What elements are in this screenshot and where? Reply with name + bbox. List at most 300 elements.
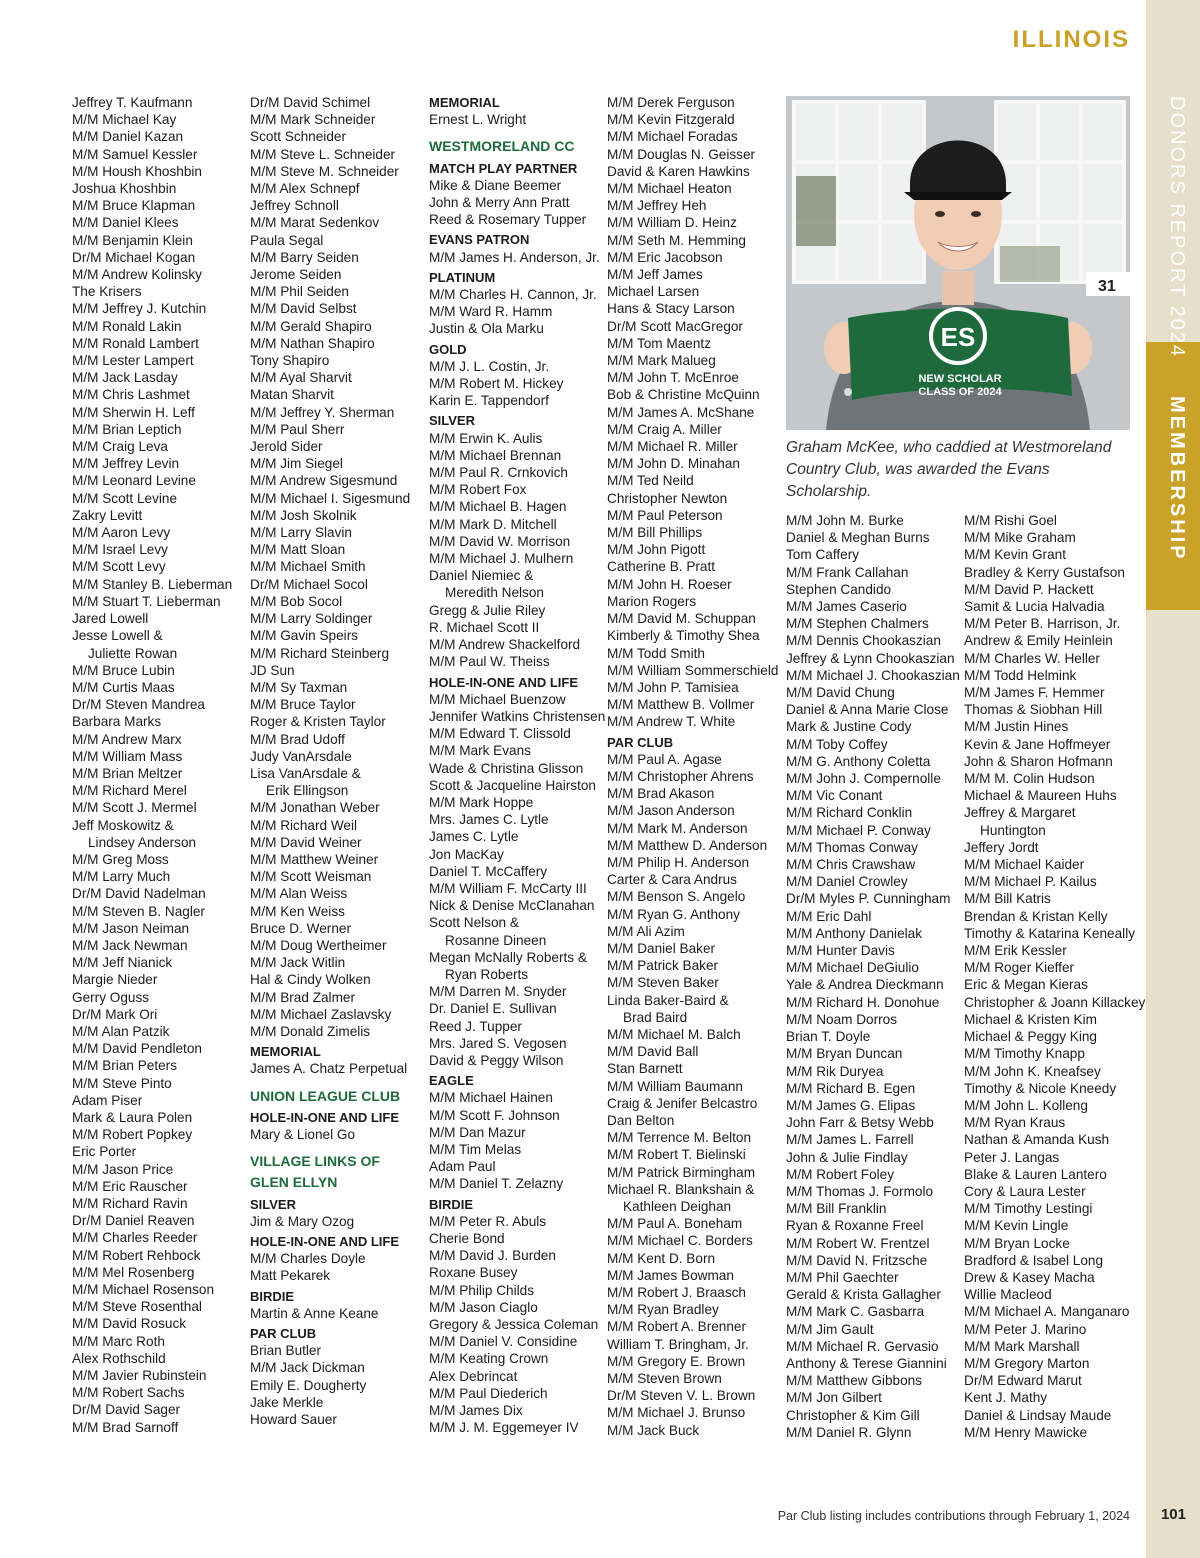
donor-name: Alex Debrincat	[429, 1368, 518, 1384]
flag-logo: ES	[940, 322, 976, 352]
donor-name: M/M Peter B. Harrison, Jr.	[964, 616, 1121, 632]
donor-name: Dr/M Michael Kogan	[72, 249, 196, 265]
donor-name: M/M Javier Rubinstein	[72, 1368, 207, 1384]
donor-name: M/M Mark Hoppe	[429, 794, 534, 810]
donor-name: M/M Bill Phillips	[607, 525, 703, 541]
donor-name: Jerold Sider	[250, 439, 323, 455]
donor-name: Bradley & Kerry Gustafson	[964, 564, 1125, 580]
donor-name: Dr/M David Schimel	[250, 95, 371, 110]
donor-name: Ernest L. Wright	[429, 112, 527, 128]
donor-column-6	[964, 512, 1145, 1441]
donor-name: Tom Caffery	[786, 547, 860, 563]
club-heading: GLEN ELLYN	[250, 1174, 338, 1191]
donor-name: M/M Henry Mawicke	[964, 1424, 1088, 1440]
donor-name: Kevin & Jane Hoffmeyer	[964, 736, 1111, 752]
donor-name: Reed & Rosemary Tupper	[429, 212, 587, 228]
donor-column-5	[786, 512, 960, 1441]
donor-name: M/M John T. McEnroe	[607, 370, 739, 386]
donor-name: Jeffery Jordt	[964, 839, 1039, 855]
donor-name: Martin & Anne Keane	[250, 1305, 379, 1321]
donor-name: Dr/M Edward Marut	[964, 1373, 1082, 1389]
donor-name: M/M Jeff James	[607, 267, 703, 283]
donor-name: M/M Peter J. Marino	[964, 1321, 1087, 1337]
donor-name: Nick & Denise McClanahan	[429, 898, 595, 914]
donor-name: Samit & Lucia Halvadia	[964, 599, 1105, 615]
donor-name: M/M Larry Soldinger	[250, 611, 373, 627]
donor-name: M/M Samuel Kessler	[72, 146, 198, 162]
donor-name: M/M Keating Crown	[429, 1351, 549, 1367]
donor-name: M/M David Weiner	[250, 834, 362, 850]
donor-name: M/M Scott Weisman	[250, 869, 372, 885]
donor-name: M/M Michael P. Kailus	[964, 874, 1097, 890]
donor-name: M/M Michael Hainen	[429, 1090, 553, 1106]
donor-name: M/M Larry Much	[72, 869, 171, 885]
donor-name: Dr/M Myles P. Cunningham	[786, 891, 951, 907]
donor-name: Mark & Justine Cody	[786, 719, 912, 735]
giving-level-heading: MEMORIAL	[429, 95, 500, 110]
donor-name: M/M Steven B. Nagler	[72, 903, 205, 919]
donor-name: M/M James H. Anderson, Jr.	[429, 249, 600, 265]
donor-name: M/M Richard Conklin	[786, 805, 913, 821]
photo-caption: Graham McKee, who caddied at Westmoreland Country Club, was awarded the Evans Scholarship.	[786, 439, 1112, 500]
donor-name: M/M Brad Zalmer	[250, 989, 355, 1005]
donor-name: M/M John M. Burke	[786, 513, 904, 528]
donor-name: M/M Ryan Kraus	[964, 1115, 1066, 1131]
donor-name: Yale & Andrea Dieckmann	[786, 977, 944, 993]
donor-name: M/M Bill Katris	[964, 891, 1051, 907]
club-heading: WESTMORELAND CC	[429, 138, 575, 155]
donor-name: M/M Michael A. Manganaro	[964, 1304, 1130, 1320]
donor-name: M/M David Selbst	[250, 301, 357, 317]
donor-name: M/M Michael Zaslavsky	[250, 1006, 392, 1022]
donor-name: M/M Paul W. Theiss	[429, 654, 550, 670]
donor-name: M/M Josh Skolnik	[250, 507, 357, 523]
donor-name: M/M Matthew D. Anderson	[607, 837, 768, 853]
donor-name: M/M Bruce Lubin	[72, 662, 175, 678]
donor-name: M/M M. Colin Hudson	[964, 771, 1095, 787]
donor-name: M/M John P. Tamisiea	[607, 679, 739, 695]
donor-name: M/M Scott F. Johnson	[429, 1107, 560, 1123]
donor-name: M/M Patrick Baker	[607, 958, 719, 974]
donor-name: M/M Charles Reeder	[72, 1230, 198, 1246]
donor-name: M/M Darren M. Snyder	[429, 984, 567, 1000]
donor-name: M/M Michael M. Balch	[607, 1026, 741, 1042]
donor-name: Roxane Busey	[429, 1265, 518, 1281]
donor-name: M/M Steven Baker	[607, 975, 719, 991]
giving-level-heading: SILVER	[250, 1196, 296, 1212]
donor-name: M/M Dennis Chookaszian	[786, 633, 941, 649]
donor-name: David & Karen Hawkins	[607, 163, 750, 179]
donor-name: M/M Mark Evans	[429, 743, 531, 759]
donor-name: M/M Timothy Knapp	[964, 1046, 1085, 1062]
donor-name: M/M Jim Gault	[786, 1321, 874, 1337]
donor-name: Bob & Christine McQuinn	[607, 387, 760, 403]
donor-name: M/M Ken Weiss	[250, 903, 345, 919]
donor-name: M/M Michael Foradas	[607, 129, 738, 145]
donor-name: Eric & Megan Kieras	[964, 977, 1088, 993]
donor-name: M/M Marat Sedenkov	[250, 215, 380, 231]
donor-name: Megan McNally Roberts &	[429, 949, 587, 965]
donor-name: M/M Philip Childs	[429, 1282, 534, 1298]
donor-name: Gerry Oguss	[72, 989, 150, 1005]
donor-name: Stephen Candido	[786, 581, 892, 597]
donor-name: M/M Jim Siegel	[250, 456, 343, 472]
donor-name: Hal & Cindy Wolken	[250, 972, 371, 988]
donor-name: Christopher & Kim Gill	[786, 1407, 920, 1423]
donor-name: M/M Scott J. Mermel	[72, 800, 197, 816]
donor-name: M/M Frank Callahan	[786, 564, 909, 580]
donor-name: M/M Michael R. Gervasio	[786, 1338, 939, 1354]
donor-name: M/M David P. Hackett	[964, 581, 1094, 597]
donor-name: M/M Michael B. Hagen	[429, 499, 567, 515]
donor-name: M/M Larry Slavin	[250, 525, 352, 541]
donor-name: M/M Dan Mazur	[429, 1124, 526, 1140]
donor-name: M/M Mark Marshall	[964, 1338, 1080, 1354]
donor-name: Brian Butler	[250, 1343, 322, 1359]
donor-name: M/M Daniel V. Considine	[429, 1334, 578, 1350]
donor-name: M/M Ali Azim	[607, 923, 685, 939]
footer-note: Par Club listing includes contributions through February 1, 2024	[777, 1509, 1130, 1523]
donor-name: Jerome Seiden	[250, 267, 342, 283]
donor-name: M/M Hunter Davis	[786, 943, 895, 959]
donor-name: M/M John K. Kneafsey	[964, 1063, 1101, 1079]
donor-name: M/M Robert T. Bielinski	[607, 1147, 746, 1163]
donor-name: Dr. Daniel E. Sullivan	[429, 1001, 557, 1017]
donor-name: M/M Rik Duryea	[786, 1063, 884, 1079]
donor-name: M/M Brian Meltzer	[72, 765, 183, 781]
donor-name: M/M Jeffrey Levin	[72, 456, 180, 472]
donor-name: M/M Michael J. Mulhern	[429, 551, 574, 567]
scholar-photo-illustration	[786, 96, 1130, 430]
donor-name: Michael Larsen	[607, 284, 700, 300]
donor-name: Jeffrey Schnoll	[250, 198, 339, 214]
donor-name: M/M Paul A. Agase	[607, 751, 722, 767]
donor-name: M/M Ayal Sharvit	[250, 370, 352, 386]
donor-name: M/M Kent D. Born	[607, 1250, 716, 1266]
donor-name: M/M David W. Morrison	[429, 533, 571, 549]
donor-name: Gerald & Krista Gallagher	[786, 1287, 941, 1303]
donor-name: Justin & Ola Marku	[429, 321, 544, 337]
donor-name-continued: Juliette Rowan	[88, 645, 178, 661]
donor-name: James C. Lytle	[429, 829, 519, 845]
donor-name: Mark & Laura Polen	[72, 1109, 193, 1125]
donor-name: M/M Mark M. Anderson	[607, 820, 748, 836]
donor-name: Brendan & Kristan Kelly	[964, 908, 1108, 924]
donor-name: Catherine B. Pratt	[607, 559, 716, 575]
sidebar-section-title: MEMBERSHIP	[1166, 396, 1188, 562]
donor-name: Dr/M Steven Mandrea	[72, 697, 205, 713]
donor-name: Daniel & Lindsay Maude	[964, 1407, 1112, 1423]
donor-name: M/M Jason Anderson	[607, 803, 735, 819]
donor-name: M/M Justin Hines	[964, 719, 1069, 735]
donor-name: M/M Paul A. Boneham	[607, 1216, 743, 1232]
donor-name: M/M Michael P. Conway	[786, 822, 931, 838]
donor-name: M/M Gregory Marton	[964, 1355, 1090, 1371]
donor-name: Eric Porter	[72, 1144, 137, 1160]
donor-name: M/M Erik Kessler	[964, 943, 1067, 959]
donor-name: M/M Andrew Shackelford	[429, 637, 581, 653]
donor-name: Stan Barnett	[607, 1061, 683, 1077]
donor-name: M/M Paul Sherr	[250, 421, 345, 437]
donor-name: M/M Michael J. Chookaszian	[786, 667, 960, 683]
donor-name: M/M Marc Roth	[72, 1333, 165, 1349]
donor-name: M/M Mark Schneider	[250, 112, 376, 128]
donor-name: M/M Craig Leva	[72, 439, 168, 455]
donor-name: M/M Andrew Kolinsky	[72, 267, 202, 283]
donor-name: Dr/M Mark Ori	[72, 1006, 158, 1022]
giving-level-heading: HOLE-IN-ONE AND LIFE	[250, 1234, 400, 1249]
donor-name: M/M David J. Burden	[429, 1248, 556, 1264]
donor-name: M/M Richard Weil	[250, 817, 358, 833]
donor-name: Andrew & Emily Heinlein	[964, 633, 1113, 649]
donor-name: M/M Noam Dorros	[786, 1011, 898, 1027]
donor-name: M/M Jason Ciaglo	[429, 1299, 538, 1315]
donor-name: M/M Michael Heaton	[607, 181, 732, 197]
donor-name: M/M Thomas J. Formolo	[786, 1183, 934, 1199]
donor-name: Hans & Stacy Larson	[607, 301, 735, 317]
donor-name: M/M Mark D. Mitchell	[429, 516, 557, 532]
donor-name: John & Merry Ann Pratt	[429, 195, 570, 211]
donor-name: M/M John D. Minahan	[607, 456, 740, 472]
donor-name: M/M Jeffrey Heh	[607, 198, 707, 214]
donor-name: M/M William F. McCarty III	[429, 880, 587, 896]
donor-name: M/M Jonathan Weber	[250, 800, 380, 816]
donor-name: M/M Gerald Shapiro	[250, 318, 372, 334]
donor-name: Anthony & Terese Giannini	[786, 1355, 947, 1371]
donor-name: Drew & Kasey Macha	[964, 1269, 1095, 1285]
donor-name: M/M Nathan Shapiro	[250, 335, 375, 351]
donor-name: Matt Pekarek	[250, 1268, 331, 1284]
donor-name: M/M Robert Fox	[429, 482, 527, 498]
donor-name: M/M Brad Sarnoff	[72, 1419, 179, 1435]
donor-name: R. Michael Scott II	[429, 619, 540, 635]
donor-name: M/M Todd Helmink	[964, 667, 1077, 683]
donor-column-2	[250, 94, 410, 1428]
donor-name: M/M John Pigott	[607, 542, 706, 558]
donor-name: Tony Shapiro	[250, 353, 330, 369]
donor-name: Roger & Kristen Taylor	[250, 714, 386, 730]
donor-name: Barbara Marks	[72, 714, 162, 730]
club-heading: VILLAGE LINKS OF	[250, 1153, 380, 1170]
donor-name: M/M Richard Merel	[72, 783, 187, 799]
donor-name: M/M J. M. Eggemeyer IV	[429, 1420, 579, 1436]
giving-level-heading: PAR CLUB	[250, 1326, 317, 1342]
donor-name: M/M Eric Jacobson	[607, 249, 723, 265]
donor-name: M/M Matthew Gibbons	[786, 1373, 922, 1389]
donor-name: Jeffrey T. Kaufmann	[72, 95, 193, 110]
donor-name: M/M Gavin Speirs	[250, 628, 359, 644]
donor-name: JD Sun	[250, 662, 295, 678]
donor-name: Daniel & Anna Marie Close	[786, 702, 949, 718]
donor-name: M/M J. L. Costin, Jr.	[429, 358, 550, 374]
donor-name: Alex Rothschild	[72, 1350, 166, 1366]
giving-level-heading: EVANS PATRON	[429, 232, 530, 248]
donor-name: M/M Daniel Crowley	[786, 874, 908, 890]
donor-name: M/M William Baumann	[607, 1078, 743, 1094]
donor-name: M/M David N. Fritzsche	[786, 1252, 928, 1268]
donor-name: M/M Matt Sloan	[250, 542, 346, 558]
donor-name: Jesse Lowell &	[72, 628, 163, 644]
donor-name: William T. Bringham, Jr.	[607, 1336, 749, 1352]
donor-name: M/M John L. Kolleng	[964, 1097, 1088, 1113]
donor-name: M/M Mike Graham	[964, 530, 1076, 546]
donor-name: M/M Sherwin H. Leff	[72, 404, 195, 420]
donor-name: Michael R. Blankshain &	[607, 1181, 755, 1197]
donor-name: M/M James G. Elipas	[786, 1097, 916, 1113]
donor-name: Marion Rogers	[607, 593, 697, 609]
donor-name: Adam Piser	[72, 1092, 143, 1108]
donor-name: Timothy & Nicole Kneedy	[964, 1080, 1117, 1096]
donor-name: Joshua Khoshbin	[72, 181, 177, 197]
donor-name: M/M Bryan Locke	[964, 1235, 1070, 1251]
donor-name: M/M Israel Levy	[72, 542, 168, 558]
donor-name: M/M Michael Buenzow	[429, 691, 566, 707]
donor-name: M/M Housh Khoshbin	[72, 163, 202, 179]
donor-name: Jeffrey & Margaret	[964, 805, 1076, 821]
donor-name: M/M Rishi Goel	[964, 513, 1057, 528]
donor-name: M/M Jeffrey J. Kutchin	[72, 301, 207, 317]
donor-name: M/M Toby Coffey	[786, 736, 888, 752]
giving-level-heading: PLATINUM	[429, 269, 496, 285]
donor-name: M/M Paul R. Crnkovich	[429, 465, 568, 481]
house-number: 31	[1098, 278, 1116, 295]
donor-name: M/M Matthew B. Vollmer	[607, 697, 755, 713]
donor-name: M/M Steve M. Schneider	[250, 163, 399, 179]
donor-name: Blake & Lauren Lantero	[964, 1166, 1107, 1182]
donor-name: M/M Bill Franklin	[786, 1201, 887, 1217]
donor-name: M/M David Ball	[607, 1044, 699, 1060]
donor-name: David & Peggy Wilson	[429, 1052, 564, 1068]
donor-name: M/M Bryan Duncan	[786, 1046, 903, 1062]
donor-name: M/M Daniel Baker	[607, 940, 716, 956]
donor-name: M/M Steve Pinto	[72, 1075, 172, 1091]
sidebar-report-title: DONORS REPORT 2024	[1166, 96, 1188, 359]
donor-name: Timothy & Katarina Keneally	[964, 925, 1136, 941]
donor-name: M/M Jeff Nianick	[72, 955, 173, 971]
donor-name: M/M Alex Schnepf	[250, 181, 360, 197]
donor-name: M/M Kevin Lingle	[964, 1218, 1069, 1234]
donor-name: M/M Brian Peters	[72, 1058, 177, 1074]
donor-name: M/M Chris Lashmet	[72, 387, 190, 403]
donor-name: Nathan & Amanda Kush	[964, 1132, 1110, 1148]
flag-text-line2: CLASS OF 2024	[918, 386, 1002, 398]
giving-level-heading: MEMORIAL	[250, 1044, 321, 1060]
donor-name: M/M Edward T. Clissold	[429, 726, 571, 742]
donor-name: M/M Eric Dahl	[786, 908, 872, 924]
donor-name: M/M Andrew Sigesmund	[250, 473, 398, 489]
donor-name: Daniel T. McCaffery	[429, 863, 548, 879]
donor-name: M/M Bruce Taylor	[250, 697, 356, 713]
donor-name: Linda Baker-Baird &	[607, 992, 729, 1008]
donor-name: M/M David M. Schuppan	[607, 611, 756, 627]
donor-name: Michael & Maureen Huhs	[964, 788, 1117, 804]
donor-name: M/M Peter R. Abuls	[429, 1213, 547, 1229]
donor-name: Craig & Jenifer Belcastro	[607, 1095, 758, 1111]
donor-name: M/M Michael DeGiulio	[786, 960, 919, 976]
donor-name: M/M Christopher Ahrens	[607, 768, 754, 784]
donor-name: M/M Michael Brennan	[429, 447, 562, 463]
donor-name: M/M James A. McShane	[607, 404, 755, 420]
donor-name: M/M Benjamin Klein	[72, 232, 193, 248]
donor-name: Dr/M David Nadelman	[72, 886, 206, 902]
donor-name: M/M James F. Hemmer	[964, 685, 1105, 701]
donor-name: Peter J. Langas	[964, 1149, 1060, 1165]
donor-name: M/M James Bowman	[607, 1267, 734, 1283]
donor-name: M/M Benson S. Angelo	[607, 889, 746, 905]
donor-name-continued: Erik Ellingson	[266, 783, 349, 799]
donor-name: Scott Schneider	[250, 129, 346, 145]
giving-level-heading: HOLE-IN-ONE AND LIFE	[250, 1109, 400, 1125]
donor-name: M/M James L. Farrell	[786, 1132, 914, 1148]
donor-name: M/M Charles W. Heller	[964, 650, 1100, 666]
donor-name: M/M William Sommerschield	[607, 662, 779, 678]
donor-name: M/M Michael Smith	[250, 559, 366, 575]
donor-name: M/M Charles H. Cannon, Jr.	[429, 287, 597, 303]
donor-name: M/M David Pendleton	[72, 1041, 202, 1057]
giving-level-heading: PAR CLUB	[607, 734, 674, 750]
donor-name: M/M Jack Lasday	[72, 370, 178, 386]
donor-name: M/M Robert W. Frentzel	[786, 1235, 930, 1251]
donor-name: M/M Jon Gilbert	[786, 1390, 882, 1406]
donor-name: M/M Sy Taxman	[250, 679, 348, 695]
donor-name: M/M Michael Kay	[72, 112, 177, 128]
donor-name: M/M Michael Kaider	[964, 857, 1085, 873]
donor-name: M/M Lester Lampert	[72, 353, 194, 369]
donor-name: M/M Mark C. Gasbarra	[786, 1304, 925, 1320]
donor-name: M/M Michael J. Brunso	[607, 1405, 746, 1421]
donor-name: Jim & Mary Ozog	[250, 1213, 355, 1229]
donor-name: M/M Craig A. Miller	[607, 421, 722, 437]
donor-name: Cherie Bond	[429, 1231, 505, 1246]
donor-name: M/M Michael I. Sigesmund	[250, 490, 411, 506]
donor-name: Dr/M Michael Socol	[250, 576, 368, 592]
donor-name: M/M Michael Rosenson	[72, 1282, 215, 1298]
donor-name: Jon MacKay	[429, 846, 504, 862]
giving-level-heading: BIRDIE	[429, 1196, 474, 1212]
donor-name: M/M William Mass	[72, 748, 183, 764]
donor-name: Daniel & Meghan Burns	[786, 530, 930, 546]
donor-name: M/M Kevin Fitzgerald	[607, 112, 735, 128]
donor-name: M/M Chris Crawshaw	[786, 857, 916, 873]
donor-name: M/M Brad Akason	[607, 786, 715, 802]
donor-name: M/M Richard H. Donohue	[786, 994, 940, 1010]
donor-name: Jennifer Watkins Christensen	[429, 708, 606, 724]
donor-name: M/M Robert Foley	[786, 1166, 895, 1182]
donor-name: Bruce D. Werner	[250, 920, 351, 936]
donor-name: Margie Nieder	[72, 972, 158, 988]
donor-name: M/M Richard Ravin	[72, 1196, 188, 1211]
donor-name: M/M Robert A. Brenner	[607, 1319, 747, 1335]
donor-name: Dr/M Steven V. L. Brown	[607, 1388, 756, 1404]
donor-name: M/M Gregory E. Brown	[607, 1353, 746, 1369]
donor-name: Karin E. Tappendorf	[429, 393, 549, 409]
donor-name: M/M Robert M. Hickey	[429, 376, 564, 392]
donor-name-continued: Brad Baird	[623, 1009, 688, 1025]
donor-name: M/M Paul Peterson	[607, 507, 723, 523]
donor-name: Mary & Lionel Go	[250, 1126, 356, 1142]
donor-name: M/M Robert Popkey	[72, 1127, 193, 1143]
donor-name: Carter & Cara Andrus	[607, 872, 737, 888]
donor-name: John & Sharon Hofmann	[964, 753, 1113, 769]
donor-name: M/M Donald Zimelis	[250, 1023, 371, 1039]
donor-name: M/M Vic Conant	[786, 788, 883, 804]
donor-name: M/M Phil Seiden	[250, 284, 349, 300]
donor-name: Kent J. Mathy	[964, 1390, 1048, 1406]
donor-name-continued: Meredith Nelson	[445, 585, 544, 601]
donor-name-continued: Ryan Roberts	[445, 966, 529, 982]
donor-name: The Krisers	[72, 284, 142, 300]
donor-name: Jared Lowell	[72, 611, 149, 627]
